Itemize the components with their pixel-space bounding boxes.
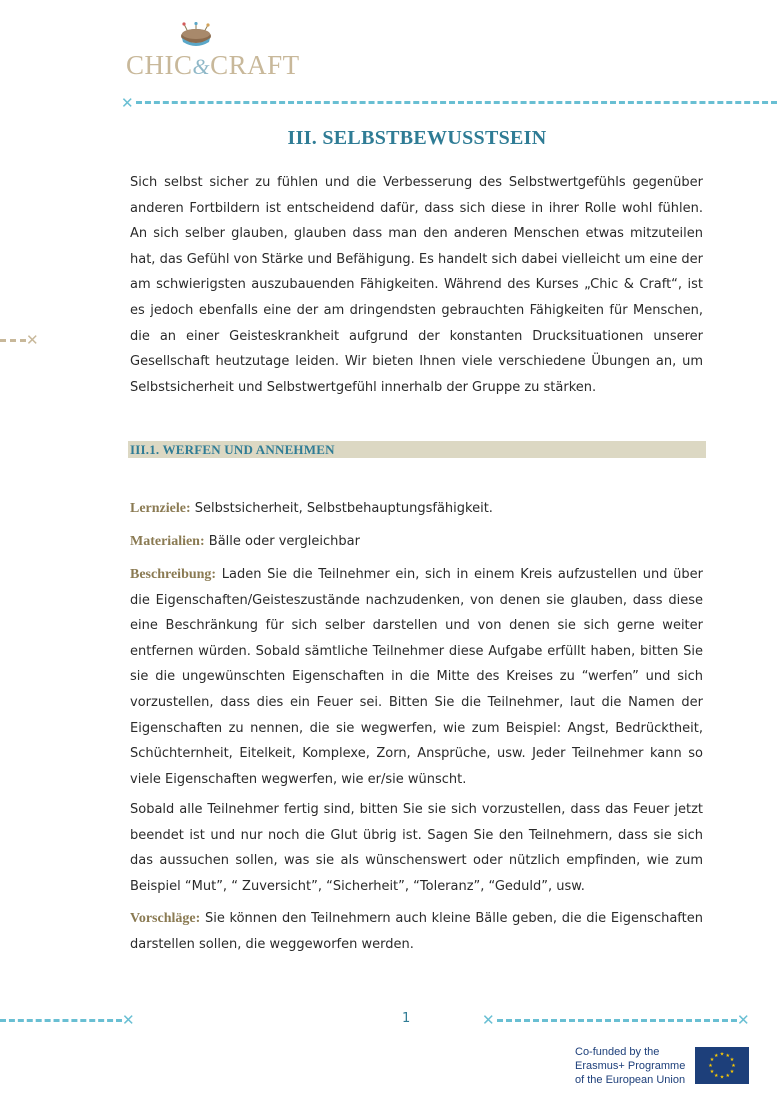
vorschlaege-text: Sie können den Teilnehmern auch kleine Bälle geben, die die Eigenschaften darstellen sollen, die weggeworfen werden. (130, 911, 703, 952)
svg-text:★: ★ (719, 1074, 725, 1081)
eu-flag-icon (695, 1047, 749, 1084)
materialien-line (130, 529, 703, 555)
subsection-bar (128, 441, 706, 458)
materialien-label: Materialien: (130, 534, 205, 549)
footer-divider-left (0, 1019, 122, 1022)
cross-stitch-x-icon: ✕ (482, 1011, 495, 1029)
footer-divider-right (497, 1019, 737, 1022)
intro-paragraph: Sich selbst sicher zu fühlen und die Verbesserung des Selbstwertgefühls gegenüber anderen Fortbildern ist entscheidend dafür, dass sich diese in ihrer Rolle wohl fühlen. An sich selber glauben, glauben dass man den anderen Menschen etwas mitzuteilen hat, das Gefühl von Stärke und Befähigung. Es handelt sich dabei vielleicht um eine der am schwierigsten auszubauenden Fähigkeiten. Während des Kurses „Chic & Craft“, ist es jedoch ebenfalls eine der am dringendsten gebrauchten Fähigkeiten für Menschen, die an einer Geisteskrankheit aufgrund der konstanten Drucksituationen unserer Gesellschaft heutzutage leiden. Wir bieten Ihnen viele verschiedene Übungen an, um Selbstsicherheit und Selbstwertgefühl innerhalb der Gruppe zu stärken. (130, 175, 703, 395)
svg-text:★: ★ (709, 1069, 715, 1075)
logo-craft: CRAFT (210, 50, 300, 80)
eu-funding-text (575, 1045, 685, 1087)
svg-text:★: ★ (719, 1051, 725, 1058)
lernziele-line (130, 496, 703, 522)
svg-text:★: ★ (729, 1057, 735, 1063)
logo-ampersand: & (192, 54, 211, 79)
cross-stitch-x-icon: ✕ (26, 331, 39, 349)
sobald-paragraph: Sobald alle Teilnehmer fertig sind, bitten Sie sie sich vorzustellen, dass das Feuer jetzt beendet ist und nur noch die Glut übrig ist. Sagen Sie den Teilnehmern, dass sie sich das aussuchen sollen, was sie als wünschenswert oder nützlich empfinden, wie zum Beispiel “Mut”, “ Zuversicht”, “Sicherheit”, “Toleranz”, “Geduld”, usw. (130, 802, 703, 894)
beschreibung-paragraph (130, 562, 703, 792)
beschreibung-text: Laden Sie die Teilnehmer ein, sich in einem Kreis aufzustellen und über die Eigenschaften/Geisteszustände nachzudenken, von denen sie glauben, dass diese eine Beschränkung für sich selber darstellen und von denen sie sich gerne weiter entfernen würden. Sobald sämtliche Teilnehmer diese Aufgabe erfüllt haben, bitten Sie sie die ungewünschten Eigenschaften in die Mitte des Kreises zu “werfen” und sich vorzustellen, dass dies ein Feuer sei. Bitten Sie die Teilnehmer, laut die Namen der Eigenschaften zu nennen, die sie wegwerfen, wie zum Beispiel: Angst, Bedrücktheit, Schüchternheit, Eitelkeit, Komplexe, Zorn, Ansprüche, usw. Jeder Teilnehmer kann so viele Eigenschaften wegwerfen, wie er/sie wünscht. (130, 567, 703, 787)
svg-text:★: ★ (725, 1053, 731, 1059)
eu-line-3: of the European Union (575, 1074, 686, 1086)
logo-wordmark (126, 50, 300, 81)
lernziele-label: Lernziele: (130, 501, 191, 516)
svg-text:★: ★ (731, 1063, 736, 1069)
materialien-text: Bälle oder vergleichbar (204, 534, 360, 549)
svg-text:★: ★ (713, 1053, 719, 1059)
eu-line-2: Erasmus+ Programme (575, 1060, 686, 1072)
cross-stitch-x-icon: ✕ (121, 94, 134, 112)
pincushion-icon (176, 22, 216, 50)
left-margin-divider (0, 339, 26, 342)
vorschlaege-paragraph (130, 906, 703, 957)
cross-stitch-x-icon: ✕ (737, 1011, 750, 1029)
vorschlaege-label: Vorschläge: (130, 911, 201, 926)
svg-text:★: ★ (713, 1073, 719, 1079)
beschreibung-label: Beschreibung: (130, 567, 217, 582)
chic-craft-logo (126, 22, 300, 82)
svg-text:★: ★ (708, 1063, 713, 1069)
svg-text:★: ★ (709, 1057, 715, 1063)
logo-chic: CHIC (126, 50, 193, 80)
page-title: III. SELBSTBEWUSSTSEIN (287, 127, 547, 149)
cross-stitch-x-icon: ✕ (122, 1011, 135, 1029)
svg-text:★: ★ (729, 1069, 735, 1075)
subsection-title: III.1. WERFEN UND ANNEHMEN (130, 442, 335, 457)
top-divider (136, 101, 777, 104)
svg-text:★: ★ (725, 1073, 731, 1079)
page-number: 1 (402, 1011, 411, 1026)
eu-line-1: Co-funded by the (575, 1046, 660, 1058)
lernziele-text: Selbstsicherheit, Selbstbehauptungsfähigkeit. (190, 501, 493, 516)
